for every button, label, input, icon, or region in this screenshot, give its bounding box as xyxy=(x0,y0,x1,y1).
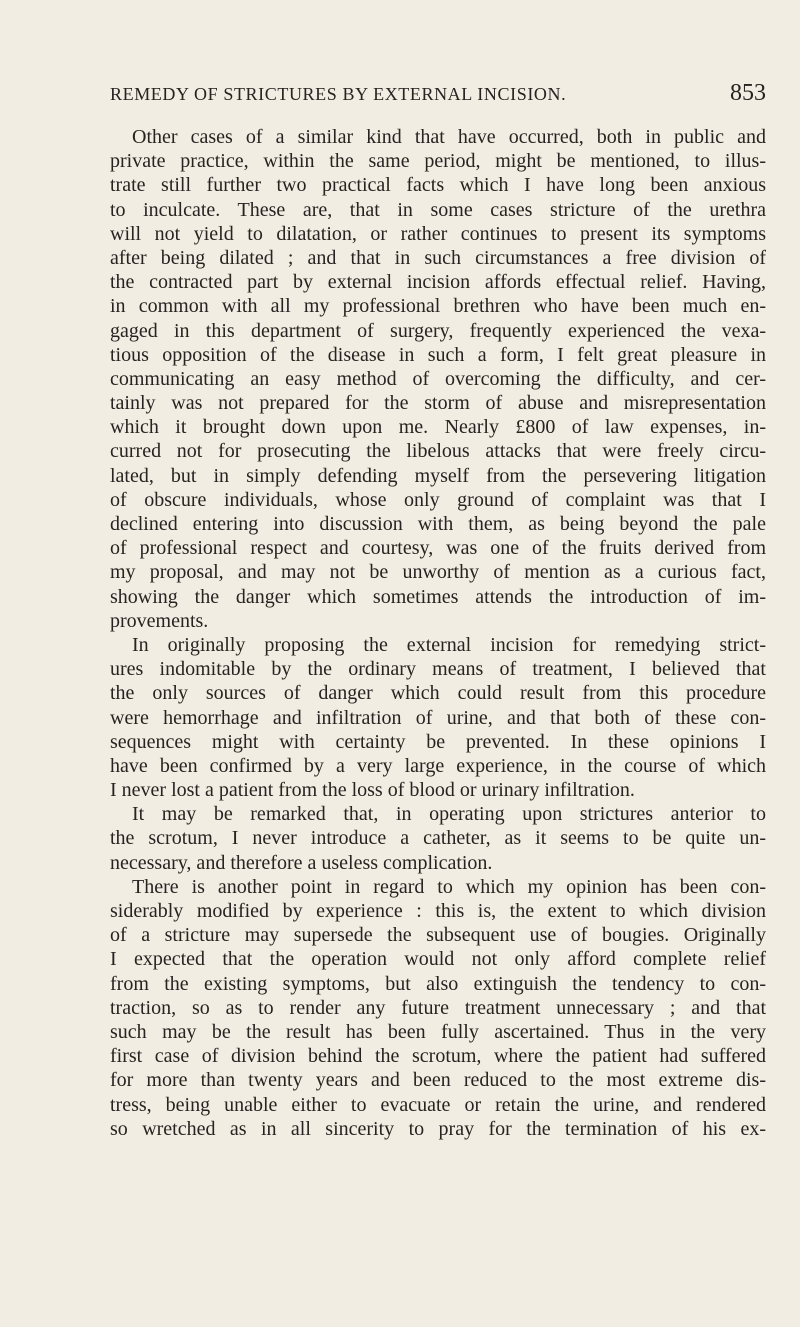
text-line: lated, but in simply defending myself from the persevering litigation xyxy=(110,464,766,487)
text-line: curred not for prosecuting the libelous attacks that were freely circu- xyxy=(110,440,766,463)
text-line: in common with all my professional brethren who have been much en- xyxy=(110,295,766,318)
text-line: to inculcate. These are, that in some cases stricture of the urethra xyxy=(110,198,766,221)
running-head: REMEDY OF STRICTURES BY EXTERNAL INCISION. xyxy=(110,84,567,104)
text-line: siderably modified by experience : this is, the extent to which division xyxy=(110,900,766,922)
text-line: have been confirmed by a very large experience, in the course of which xyxy=(110,754,766,777)
page-number: 853 xyxy=(730,80,766,106)
text-line: traction, so as to render any future treatment unnecessary ; and that xyxy=(110,996,766,1019)
body-text xyxy=(110,125,766,1141)
text-line: which it brought down upon me. Nearly £800 of law expenses, in- xyxy=(110,416,766,439)
text-line: trate still further two practical facts which I have long been anxious xyxy=(110,174,766,197)
text-line: Other cases of a similar kind that have occurred, both in public and xyxy=(132,126,766,148)
text-line: after being dilated ; and that in such circumstances a free division of xyxy=(110,246,766,269)
text-line: for more than twenty years and been reduced to the most extreme dis- xyxy=(110,1069,766,1092)
text-line: I never lost a patient from the loss of blood or urinary infiltration. xyxy=(110,779,635,802)
text-line: my proposal, and may not be unworthy of mention as a curious fact, xyxy=(110,561,766,584)
text-line: sequences might with certainty be prevented. In these opinions I xyxy=(110,730,766,753)
text-line: from the existing symptoms, but also extinguish the tendency to con- xyxy=(110,972,766,995)
text-line: showing the danger which sometimes attends the introduction of im- xyxy=(110,585,766,608)
text-line: were hemorrhage and infiltration of urine, and that both of these con- xyxy=(110,706,766,729)
text-line: so wretched as in all sincerity to pray for the termination of his ex- xyxy=(110,1117,766,1140)
text-line: of obscure individuals, whose only ground of complaint was that I xyxy=(110,488,766,511)
text-line: the contracted part by external incision affords effectual relief. Having, xyxy=(110,271,766,294)
text-line: tious opposition of the disease in such a form, I felt great pleasure in xyxy=(110,343,766,366)
text-line: tress, being unable either to evacuate or retain the urine, and rendered xyxy=(110,1093,766,1116)
text-line: gaged in this department of surgery, frequently experienced the vexa- xyxy=(110,319,766,342)
text-line: In originally proposing the external incision for remedying strict- xyxy=(132,633,766,656)
text-line: of professional respect and courtesy, was one of the fruits derived from xyxy=(110,537,766,560)
text-line: communicating an easy method of overcoming the difficulty, and cer- xyxy=(110,367,766,390)
text-line: private practice, within the same period, might be mentioned, to illus- xyxy=(110,150,766,173)
text-line: will not yield to dilatation, or rather continues to present its symptoms xyxy=(110,222,766,245)
text-line: the scrotum, I never introduce a catheter, as it seems to be quite un- xyxy=(110,827,766,850)
text-line: such may be the result has been fully ascertained. Thus in the very xyxy=(110,1020,766,1043)
text-line: first case of division behind the scrotum, where the patient had suffered xyxy=(110,1045,766,1068)
page-header xyxy=(110,80,766,110)
text-line: of a stricture may supersede the subsequent use of bougies. Originally xyxy=(110,924,766,947)
text-line: tainly was not prepared for the storm of abuse and misrepresentation xyxy=(110,392,766,415)
text-line: There is another point in regard to which my opinion has been con- xyxy=(132,875,766,898)
text-line: the only sources of danger which could result from this procedure xyxy=(110,682,766,705)
text-line: declined entering into discussion with them, as being beyond the pale xyxy=(110,513,766,535)
text-line: I expected that the operation would not only afford complete relief xyxy=(110,948,766,971)
text-line: necessary, and therefore a useless complication. xyxy=(110,851,493,874)
text-line: provements. xyxy=(110,609,209,632)
text-line: ures indomitable by the ordinary means of treatment, I believed that xyxy=(110,658,766,681)
text-line: It may be remarked that, in operating upon strictures anterior to xyxy=(132,803,766,826)
